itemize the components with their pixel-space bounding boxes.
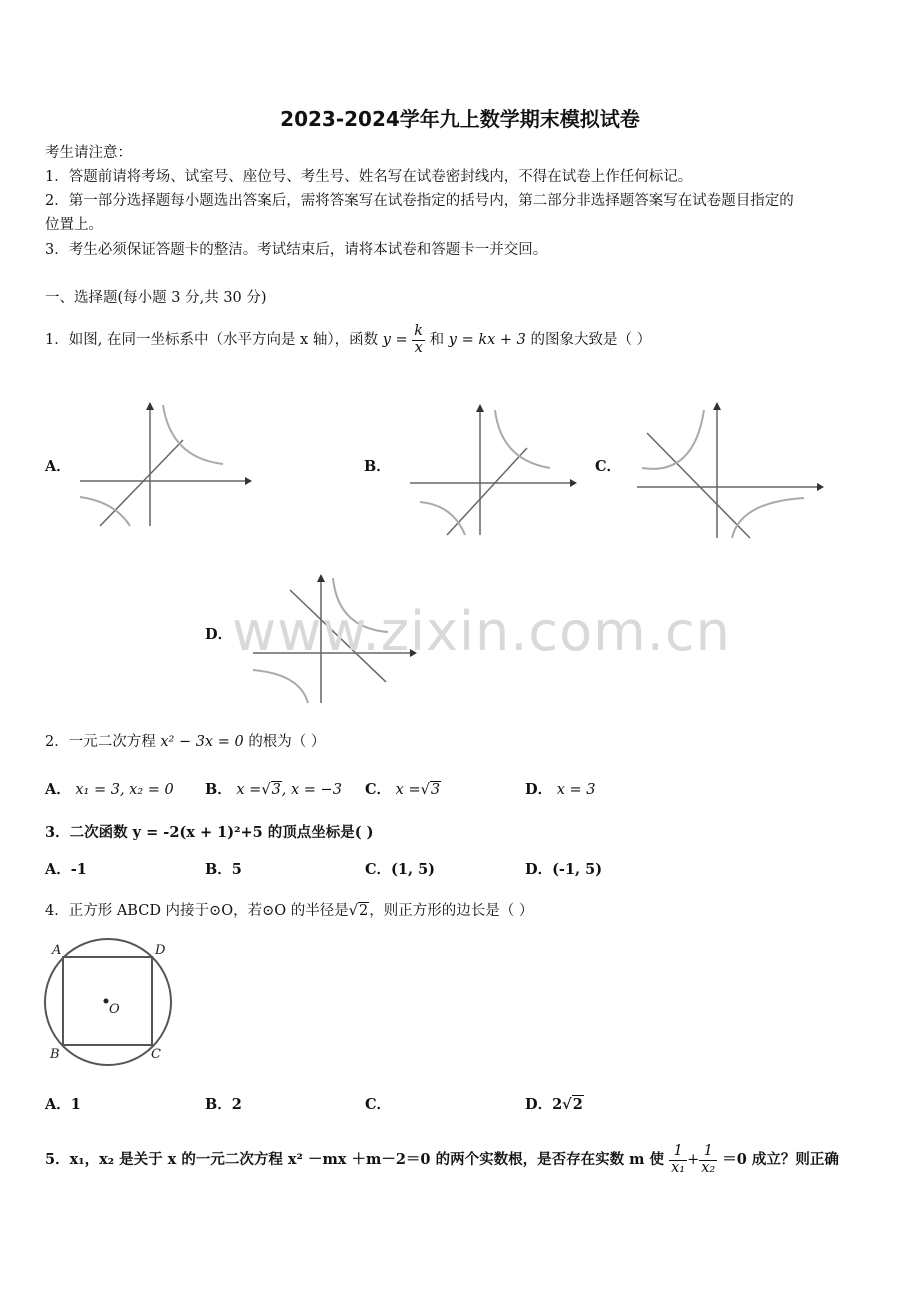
option-text: x₁ = 3, x₂ = 0 <box>75 782 174 798</box>
q1-option-b-label[interactable]: B． <box>364 458 391 475</box>
sqrt-sign: √ <box>261 782 271 798</box>
vertex-label-d: D <box>155 943 166 958</box>
question-5 <box>45 1138 839 1182</box>
section-heading: 一、选择题(每小题 3 分,共 30 分) <box>45 290 267 306</box>
sqrt-sign: √ <box>562 1096 572 1113</box>
notice-item: 1．答题前请将考场、试室号、座位号、考生号、姓名写在试卷密封线内，不得在试卷上作任何标记。 <box>45 169 693 185</box>
question-4 <box>45 899 533 920</box>
q2-option-a[interactable] <box>45 778 174 799</box>
q1-graph-c <box>632 398 827 538</box>
notice-item: 2．第一部分选择题每小题选出答案后，需将答案写在试卷指定的括号内，第二部分非选择题答案写在试卷题目指定的 <box>45 193 794 209</box>
q4-figure-circle-square <box>42 937 177 1065</box>
vertex-label-a: A <box>52 943 62 958</box>
notice-item: 位置上。 <box>45 217 103 233</box>
sqrt-sign: √ <box>420 782 430 798</box>
q2-option-d[interactable] <box>525 778 595 799</box>
notice-heading: 考生请注意： <box>45 145 132 161</box>
q4-option-a[interactable]: A．1 <box>45 1096 81 1113</box>
q2-equation: x² − 3x = 0 <box>160 734 244 750</box>
q4-post: ，则正方形的边长是（ ） <box>369 903 534 919</box>
plus-sign: + <box>687 1152 700 1168</box>
question-1 <box>45 322 651 358</box>
center-label-o: O <box>109 1002 120 1017</box>
radicand: 2 <box>359 903 369 919</box>
q3-stem: 3．二次函数 y = -2(x + 1)²+5 的顶点坐标是( ) <box>45 824 374 841</box>
q4-option-c[interactable]: C． <box>365 1096 392 1113</box>
notice-item: 3．考生必须保证答题卡的整洁。考试结束后，请将本试卷和答题卡一并交回。 <box>45 242 548 258</box>
q1-stem: 1．如图, 在同一坐标系中（水平方向是 x 轴），函数 <box>45 332 379 348</box>
q3-option-a[interactable]: A．-1 <box>45 861 87 878</box>
option-text: , x = −3 <box>281 782 342 798</box>
option-label: D． <box>525 781 553 798</box>
vertex-label-b: B <box>50 1047 60 1062</box>
watermark: www.zixin.com.cn <box>232 600 731 663</box>
q5-fraction-2: $\frac{1}{\text{x₂}}$ <box>701 1143 716 1176</box>
page-title: 2023-2024学年九上数学期末模拟试卷 <box>280 107 640 131</box>
q3-option-c[interactable]: C．(1, 5) <box>365 861 436 878</box>
option-label: D．2 <box>525 1096 563 1113</box>
q1-func1-fraction: $\frac{k}{x}$ <box>414 323 424 356</box>
q5-fraction-1: $\frac{1}{\text{x₁}}$ <box>671 1143 686 1176</box>
q1-option-c-label[interactable]: C． <box>595 458 622 475</box>
q3-option-d[interactable]: D．(-1, 5) <box>525 861 603 878</box>
option-label: A． <box>45 781 71 798</box>
option-label: C． <box>365 781 392 798</box>
q5-stem: 5．x₁，x₂ 是关于 x 的一元二次方程 x² －mx ＋m－2＝0 的两个实数根，是否存在实数 m 使 <box>45 1151 665 1168</box>
q1-graph-a <box>75 400 250 530</box>
q3-option-b[interactable]: B．5 <box>205 861 242 878</box>
q4-stem: 4．正方形 ABCD 内接于⊙O，若⊙O 的半径是 <box>45 903 349 919</box>
q1-func2: y = kx + 3 <box>448 332 526 348</box>
sqrt-sign: √ <box>348 903 358 919</box>
option-text: x = <box>236 782 262 798</box>
q1-graph-b <box>405 400 580 535</box>
q2-stem: 2．一元二次方程 <box>45 734 156 750</box>
option-label: B． <box>205 781 232 798</box>
radicand: 2 <box>572 1096 583 1113</box>
q4-option-b[interactable]: B．2 <box>205 1096 242 1113</box>
q5-post: ＝0 成立？则正确 <box>722 1151 839 1168</box>
question-2 <box>45 730 325 751</box>
q4-option-d[interactable] <box>525 1093 584 1114</box>
q1-option-a-label[interactable]: A． <box>45 458 71 475</box>
q1-option-d-label[interactable]: D． <box>205 626 233 643</box>
q1-func1-lhs: y = <box>382 332 408 348</box>
q2-option-c[interactable] <box>365 778 441 799</box>
vertex-label-c: C <box>151 1047 161 1062</box>
q1-and: 和 <box>429 332 445 348</box>
q2-option-b[interactable] <box>205 778 342 799</box>
q2-post: 的根为（ ） <box>248 734 326 750</box>
radicand: 3 <box>271 782 281 798</box>
option-text: x = 3 <box>556 782 596 798</box>
q1-post: 的图象大致是（ ） <box>530 332 652 348</box>
radicand: 3 <box>430 782 441 798</box>
option-text: x = <box>395 782 421 798</box>
